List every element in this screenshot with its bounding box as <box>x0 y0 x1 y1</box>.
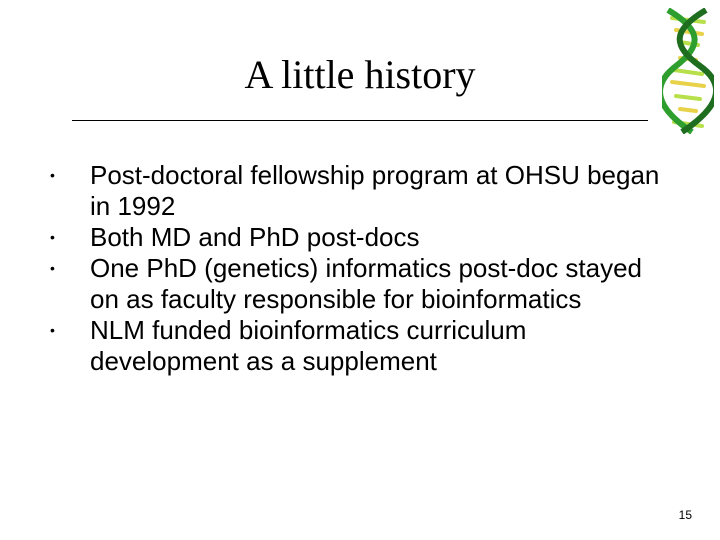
page-number: 15 <box>678 508 692 522</box>
bullet-item <box>50 253 672 315</box>
bullet-item <box>50 222 672 253</box>
bullet-marker: • <box>50 322 55 338</box>
bullet-item <box>50 315 672 377</box>
bullet-text: Post-doctoral fellowship program at OHSU began in 1992 <box>90 160 660 221</box>
bullet-marker: • <box>50 167 55 183</box>
bullet-text: Both MD and PhD post-docs <box>90 222 420 252</box>
bullet-marker: • <box>50 260 55 276</box>
slide-title: A little history <box>244 52 476 97</box>
bullet-marker: • <box>50 229 55 245</box>
bullet-text: NLM funded bioinformatics curriculum development as a supplement <box>90 315 527 376</box>
bullet-text: One PhD (genetics) informatics post-doc stayed on as faculty responsible for bioinformatics <box>90 253 643 314</box>
title-divider <box>72 120 648 121</box>
bullet-item <box>50 160 672 222</box>
bullet-list <box>50 160 672 377</box>
